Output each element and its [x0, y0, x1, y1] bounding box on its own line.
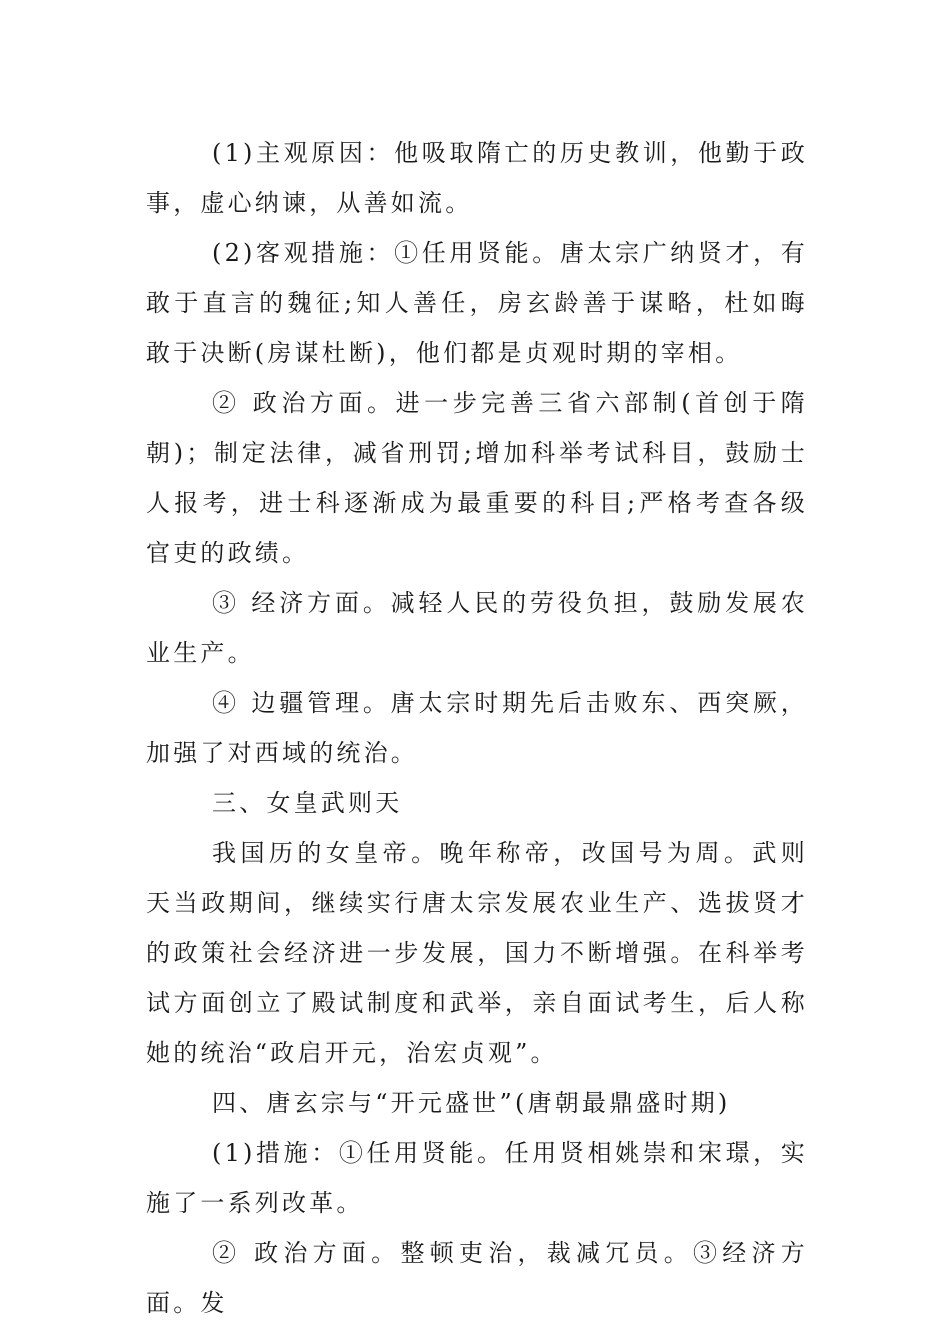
paragraph-subjective-reasons: (1)主观原因：他吸取隋亡的历史教训，他勤于政事，虚心纳谏，从善如流。	[146, 139, 808, 217]
paragraph-kaiyuan-measures: (1)措施：①任用贤能。任用贤相姚崇和宋璟，实施了一系列改革。	[146, 1139, 808, 1217]
document-body	[146, 128, 808, 1328]
paragraph-objective-measures: (2)客观措施：①任用贤能。唐太宗广纳贤才，有敢于直言的魏征;知人善任，房玄龄善于谋略，杜如晦敢于决断(房谋杜断)，他们都是贞观时期的宰相。	[146, 239, 808, 367]
paragraph-economic-aspect: ③ 经济方面。减轻人民的劳役负担，鼓励发展农业生产。	[146, 589, 808, 667]
paragraph-frontier-management: ④ 边疆管理。唐太宗时期先后击败东、西突厥，加强了对西域的统治。	[146, 689, 808, 767]
section-heading-wu-zetian: 三、女皇武则天	[212, 789, 403, 817]
paragraph-political-aspect: ② 政治方面。进一步完善三省六部制(首创于隋朝)；制定法律，减省刑罚;增加科举考试科目，鼓励士人报考，进士科逐渐成为最重要的科目;严格考查各级官吏的政绩。	[146, 389, 808, 567]
paragraph-wu-zetian: 我国历的女皇帝。晚年称帝，改国号为周。武则天当政期间，继续实行唐太宗发展农业生产、选拔贤才的政策社会经济进一步发展，国力不断增强。在科举考试方面创立了殿试制度和武举，亲自面试考生，后人称她的统治“政启开元，治宏贞观”。	[146, 839, 808, 1067]
section-heading-kaiyuan: 四、唐玄宗与“开元盛世”(唐朝最鼎盛时期)	[212, 1089, 731, 1117]
paragraph-kaiyuan-politics: ② 政治方面。整顿吏治，裁减冗员。③经济方面。发	[146, 1239, 808, 1317]
